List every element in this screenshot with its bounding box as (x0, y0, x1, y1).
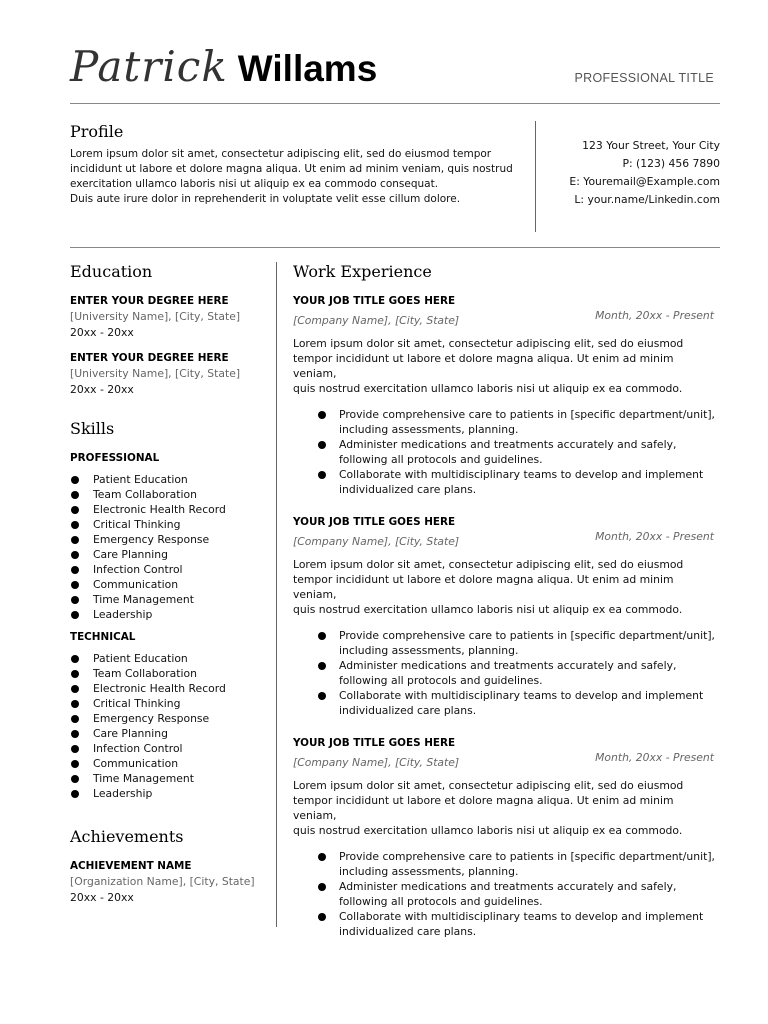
skill-item: Communication (70, 577, 270, 592)
job-meta (293, 530, 718, 546)
last-name: Willams (237, 48, 378, 89)
jobs-list (293, 294, 718, 939)
education-item (70, 294, 270, 340)
job-description-line: tempor incididunt ut labore et dolore magna aliqua. Ut enim ad minim veniam, (293, 573, 674, 601)
work-experience-heading: Work Experience (293, 262, 432, 281)
job-title: YOUR JOB TITLE GOES HERE (293, 516, 456, 528)
job-bullet-line: Collaborate with multidisciplinary teams to develop and implement (339, 910, 704, 923)
achievement-years: 20xx - 20xx (70, 891, 134, 904)
header-divider (70, 103, 720, 104)
job-meta (293, 751, 718, 767)
job-bullet-line: following all protocols and guidelines. (339, 674, 543, 687)
job-entry (293, 736, 718, 939)
skill-item: Care Planning (70, 547, 270, 562)
skill-item: Emergency Response (70, 711, 270, 726)
job-bullet (293, 909, 718, 939)
job-description (293, 336, 718, 396)
school: [University Name], [City, State] (70, 310, 241, 323)
job-bullet-line: Provide comprehensive care to patients in [specific department/unit], (339, 408, 715, 421)
skill-item: Team Collaboration (70, 487, 270, 502)
achievements-heading: Achievements (70, 827, 184, 846)
job-description-line: tempor incididunt ut labore et dolore magna aliqua. Ut enim ad minim veniam, (293, 794, 674, 822)
left-column (70, 262, 270, 905)
work-experience-section (293, 262, 718, 957)
job-bullet-line: Provide comprehensive care to patients in [specific department/unit], (339, 629, 715, 642)
profile-line: Lorem ipsum dolor sit amet, consectetur adipiscing elit, sed do eiusmod tempor (70, 148, 492, 160)
candidate-name (70, 42, 377, 91)
job-dates: Month, 20xx - Present (595, 530, 714, 543)
job-bullet-line: Collaborate with multidisciplinary teams to develop and implement (339, 689, 704, 702)
contact-phone: P: (123) 456 7890 (622, 157, 720, 170)
job-bullet (293, 628, 718, 658)
job-bullet (293, 407, 718, 437)
contact-address: 123 Your Street, Your City (582, 139, 720, 152)
job-description-line: tempor incididunt ut labore et dolore magna aliqua. Ut enim ad minim veniam, (293, 352, 674, 380)
job-bullet-line: Provide comprehensive care to patients in [specific department/unit], (339, 850, 715, 863)
job-bullet-line: Administer medications and treatments accurately and safely, (339, 438, 677, 451)
skill-item: Patient Education (70, 651, 270, 666)
job-dates: Month, 20xx - Present (595, 751, 714, 764)
job-description (293, 778, 718, 838)
job-bullet-line: including assessments, planning. (339, 423, 519, 436)
skill-item: Emergency Response (70, 532, 270, 547)
job-bullet (293, 879, 718, 909)
skill-item: Electronic Health Record (70, 502, 270, 517)
job-bullet-line: Administer medications and treatments accurately and safely, (339, 880, 677, 893)
first-name: Patrick (70, 42, 228, 91)
job-bullet-line: following all protocols and guidelines. (339, 453, 543, 466)
education-heading: Education (70, 262, 153, 281)
job-title: YOUR JOB TITLE GOES HERE (293, 737, 456, 749)
job-bullet-line: following all protocols and guidelines. (339, 895, 543, 908)
degree: ENTER YOUR DEGREE HERE (70, 352, 229, 364)
job-bullet-line: individualized care plans. (339, 704, 477, 717)
job-description-line: Lorem ipsum dolor sit amet, consectetur adipiscing elit, sed do eiusmod (293, 779, 684, 792)
job-bullet (293, 658, 718, 688)
job-meta (293, 309, 718, 325)
column-divider (276, 262, 277, 927)
profile-contact-divider (535, 121, 536, 232)
technical-skills-list (70, 651, 270, 801)
job-bullet-line: Administer medications and treatments accurately and safely, (339, 659, 677, 672)
job-company: [Company Name], [City, State] (293, 535, 460, 548)
skills-heading: Skills (70, 419, 115, 438)
job-bullet (293, 849, 718, 879)
job-bullet-line: individualized care plans. (339, 925, 477, 938)
profile-line: exercitation ullamco laboris nisi ut aliquip ex ea commodo consequat. (70, 178, 439, 190)
job-bullet-line: including assessments, planning. (339, 865, 519, 878)
profile-line: Duis aute irure dolor in reprehenderit in voluptate velit esse cillum dolore. (70, 193, 461, 205)
job-company: [Company Name], [City, State] (293, 756, 460, 769)
skill-item: Infection Control (70, 741, 270, 756)
contact-linkedin[interactable]: L: your.name/Linkedin.com (574, 193, 720, 206)
skill-item: Infection Control (70, 562, 270, 577)
professional-skills-heading: PROFESSIONAL (70, 452, 160, 464)
degree: ENTER YOUR DEGREE HERE (70, 295, 229, 307)
job-company: [Company Name], [City, State] (293, 314, 460, 327)
job-description-line: Lorem ipsum dolor sit amet, consectetur adipiscing elit, sed do eiusmod (293, 337, 684, 350)
job-bullet (293, 688, 718, 718)
contact-info (569, 137, 720, 209)
profile-heading: Profile (70, 122, 124, 141)
job-bullet (293, 467, 718, 497)
skill-item: Electronic Health Record (70, 681, 270, 696)
job-title: YOUR JOB TITLE GOES HERE (293, 295, 456, 307)
skill-item: Critical Thinking (70, 696, 270, 711)
technical-skills-heading: TECHNICAL (70, 631, 136, 643)
profile-text (70, 147, 530, 207)
contact-email[interactable]: E: Youremail@Example.com (569, 175, 720, 188)
skill-item: Leadership (70, 607, 270, 622)
job-bullets (293, 407, 718, 497)
job-entry (293, 294, 718, 497)
years: 20xx - 20xx (70, 383, 134, 396)
job-description-line: quis nostrud exercitation ullamco laboris nisi ut aliquip ex ea commodo. (293, 382, 683, 395)
job-dates: Month, 20xx - Present (595, 309, 714, 322)
skill-item: Communication (70, 756, 270, 771)
job-bullet-line: individualized care plans. (339, 483, 477, 496)
skill-item: Care Planning (70, 726, 270, 741)
profile-section (70, 122, 530, 207)
job-bullet (293, 437, 718, 467)
job-bullet-line: Collaborate with multidisciplinary teams to develop and implement (339, 468, 704, 481)
profile-line: incididunt ut labore et dolore magna aliqua. Ut enim ad minim veniam, quis nostrud (70, 163, 513, 175)
professional-skills-list (70, 472, 270, 622)
achievement-name: ACHIEVEMENT NAME (70, 860, 192, 872)
years: 20xx - 20xx (70, 326, 134, 339)
skill-item: Time Management (70, 592, 270, 607)
job-bullets (293, 849, 718, 939)
job-description-line: quis nostrud exercitation ullamco laboris nisi ut aliquip ex ea commodo. (293, 603, 683, 616)
job-description-line: Lorem ipsum dolor sit amet, consectetur adipiscing elit, sed do eiusmod (293, 558, 684, 571)
education-item (70, 351, 270, 397)
job-bullets (293, 628, 718, 718)
skill-item: Time Management (70, 771, 270, 786)
job-description-line: quis nostrud exercitation ullamco laboris nisi ut aliquip ex ea commodo. (293, 824, 683, 837)
school: [University Name], [City, State] (70, 367, 241, 380)
achievement-org: [Organization Name], [City, State] (70, 875, 255, 888)
profile-divider (70, 247, 720, 248)
job-bullet-line: including assessments, planning. (339, 644, 519, 657)
job-entry (293, 515, 718, 718)
skill-item: Team Collaboration (70, 666, 270, 681)
job-description (293, 557, 718, 617)
skill-item: Critical Thinking (70, 517, 270, 532)
skill-item: Leadership (70, 786, 270, 801)
skill-item: Patient Education (70, 472, 270, 487)
professional-title: PROFESSIONAL TITLE (574, 71, 714, 85)
